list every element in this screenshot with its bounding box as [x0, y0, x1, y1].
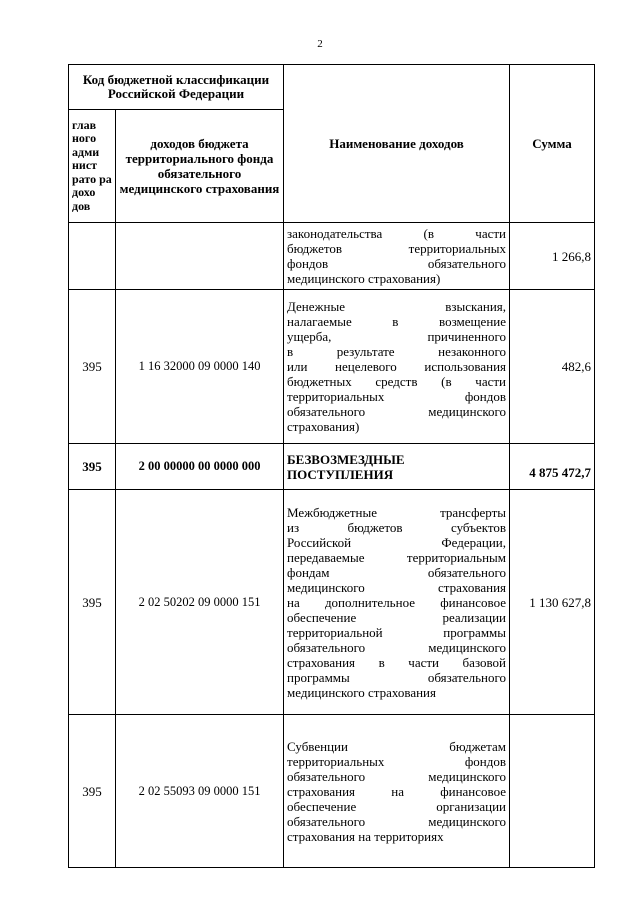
amount-cell: 1 266,8 — [510, 223, 595, 290]
income-name-line: медицинского страхования) — [287, 271, 441, 286]
income-name-line: передаваемые территориальным — [287, 549, 507, 565]
income-name-line: бюджетных средств (в части — [287, 374, 507, 389]
income-name-line: страхования) — [287, 419, 360, 434]
income-code-cell: 1 16 32000 09 0000 140 — [116, 290, 284, 444]
income-table — [68, 64, 595, 868]
income-name-line: на дополнительное финансовое — [287, 594, 507, 610]
admin-code-cell: 395 — [69, 290, 116, 444]
income-name-line: БЕЗВОЗМЕЗДНЫЕ — [287, 451, 405, 467]
income-name-line: фондов обязательного — [287, 256, 507, 271]
income-name-line: в результате незаконного — [287, 344, 507, 359]
amount-cell: 1 130 627,8 — [510, 490, 595, 715]
income-name-cell — [284, 223, 510, 290]
income-name-line: медицинского страхования — [287, 579, 507, 595]
income-code-cell — [116, 223, 284, 290]
table-row — [69, 444, 595, 490]
income-name-line: Денежные взыскания, — [287, 299, 507, 314]
income-name-line: бюджетов территориальных — [287, 241, 507, 256]
header-admin: глав ного адми нист рато ра дохо дов — [69, 110, 116, 223]
income-code-cell: 2 00 00000 00 0000 000 — [116, 444, 284, 490]
income-name-line: из бюджетов субъектов — [287, 519, 507, 535]
admin-code-cell: 395 — [69, 490, 116, 715]
income-name-line: Субвенции бюджетам — [287, 738, 507, 754]
income-name-line: медицинского страхования — [287, 684, 436, 700]
income-name-line: обязательного медицинского — [287, 768, 507, 784]
income-name-line: программы обязательного — [287, 669, 507, 685]
income-name-cell — [284, 444, 510, 490]
income-name-line: территориальной программы — [287, 624, 507, 640]
income-name-line: территориальных фондов — [287, 753, 507, 769]
income-name-line: Российской Федерации, — [287, 534, 507, 550]
amount-cell: 482,6 — [510, 290, 595, 444]
page-number: 2 — [317, 38, 323, 50]
table-row — [69, 223, 595, 290]
income-code-cell: 2 02 50202 09 0000 151 — [116, 490, 284, 715]
income-name-line: страхования на финансовое — [287, 783, 507, 799]
income-code-cell: 2 02 55093 09 0000 151 — [116, 715, 284, 868]
income-name-line: налагаемые в возмещение — [287, 314, 507, 329]
table-row — [69, 490, 595, 715]
header-amount: Сумма — [510, 65, 595, 223]
table-row — [69, 715, 595, 868]
income-name-line: ПОСТУПЛЕНИЯ — [287, 466, 394, 482]
income-name-line: или нецелевого использования — [287, 359, 507, 374]
income-name-line: территориальных фондов — [287, 389, 507, 404]
income-name-cell — [284, 715, 510, 868]
admin-code-cell: 395 — [69, 444, 116, 490]
income-name-line: обязательного медицинского — [287, 813, 507, 829]
income-name-line: обеспечение организации — [287, 798, 507, 814]
income-name-line: страхования в части базовой — [287, 654, 507, 670]
admin-code-cell: 395 — [69, 715, 116, 868]
header-name: Наименование доходов — [284, 65, 510, 223]
income-name-line: фондам обязательного — [287, 564, 507, 580]
admin-code-cell — [69, 223, 116, 290]
income-name-line: обязательного медицинского — [287, 404, 507, 419]
income-name-cell — [284, 290, 510, 444]
header-code-group: Код бюджетной классификации Российской Федерации — [69, 65, 284, 110]
header-income-code: доходов бюджета территориального фонда обязательного медицинского страхования — [116, 110, 284, 223]
income-name-cell — [284, 490, 510, 715]
income-name-line: Межбюджетные трансферты — [287, 504, 507, 520]
income-name-line: ущерба, причиненного — [287, 329, 507, 344]
income-name-line: законодательства (в части — [287, 226, 507, 241]
income-name-line: страхования на территориях — [287, 828, 444, 844]
table-row — [69, 290, 595, 444]
income-name-line: обязательного медицинского — [287, 639, 507, 655]
income-name-line: обеспечение реализации — [287, 609, 507, 625]
amount-cell: 4 875 472,7 — [510, 444, 595, 490]
amount-cell — [510, 715, 595, 868]
